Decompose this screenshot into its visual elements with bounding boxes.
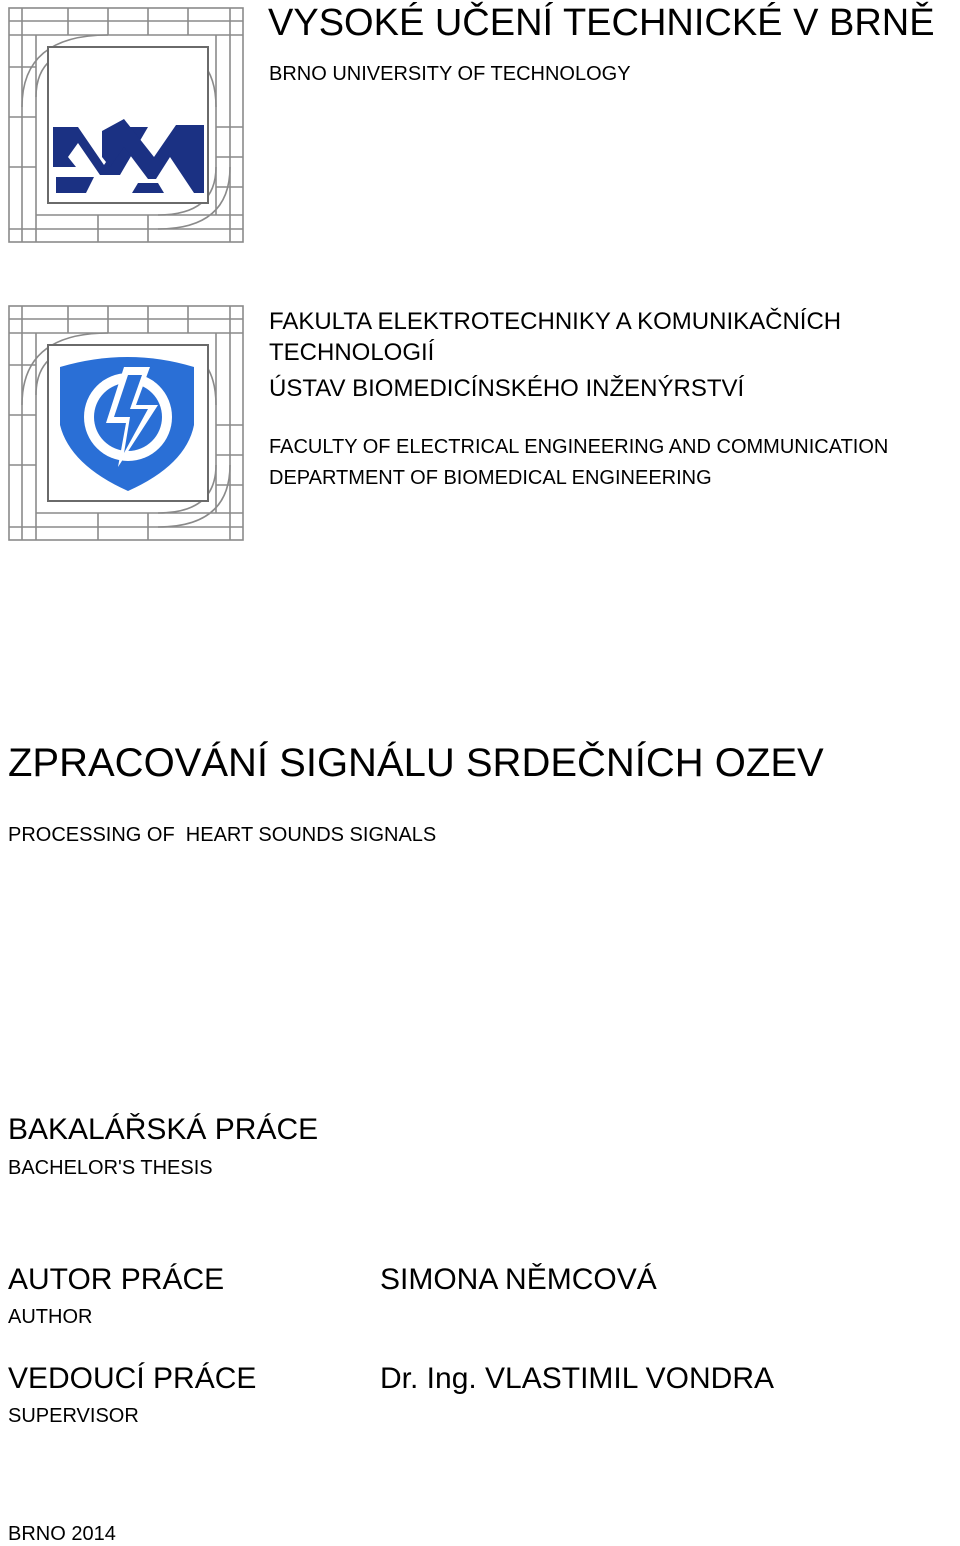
- author-name: SIMONA NĚMCOVÁ: [380, 1263, 657, 1296]
- vut-logo-icon: [8, 7, 244, 243]
- faculty-name-en: FACULTY OF ELECTRICAL ENGINEERING AND COMMUNICATION: [269, 436, 889, 458]
- department-name-cz: ÚSTAV BIOMEDICÍNSKÉHO INŽENÝRSTVÍ: [269, 375, 745, 402]
- thesis-type-cz: BAKALÁŘSKÁ PRÁCE: [8, 1113, 319, 1146]
- thesis-type-en: BACHELOR'S THESIS: [8, 1157, 213, 1179]
- faculty-logo-icon: [8, 305, 244, 541]
- place-year: BRNO 2014: [8, 1523, 116, 1545]
- author-label-en: AUTHOR: [8, 1306, 93, 1328]
- university-name-cz: VYSOKÉ UČENÍ TECHNICKÉ V BRNĚ: [268, 2, 935, 44]
- thesis-title-en: PROCESSING OF HEART SOUNDS SIGNALS: [8, 824, 437, 846]
- university-logo-icon: [8, 7, 244, 243]
- supervisor-name: Dr. Ing. VLASTIMIL VONDRA: [380, 1362, 774, 1395]
- department-name-en: DEPARTMENT OF BIOMEDICAL ENGINEERING: [269, 467, 712, 489]
- fekt-lightning-shield-icon: [8, 305, 244, 541]
- faculty-name-cz: FAKULTA ELEKTROTECHNIKY A KOMUNIKAČNÍCH TECHNOLOGIÍ: [269, 308, 842, 366]
- university-name-en: BRNO UNIVERSITY OF TECHNOLOGY: [269, 63, 631, 85]
- thesis-title-cz: ZPRACOVÁNÍ SIGNÁLU SRDEČNÍCH OZEV: [8, 741, 824, 785]
- supervisor-label-en: SUPERVISOR: [8, 1405, 139, 1427]
- supervisor-label-cz: VEDOUCÍ PRÁCE: [8, 1362, 257, 1395]
- author-label-cz: AUTOR PRÁCE: [8, 1263, 225, 1296]
